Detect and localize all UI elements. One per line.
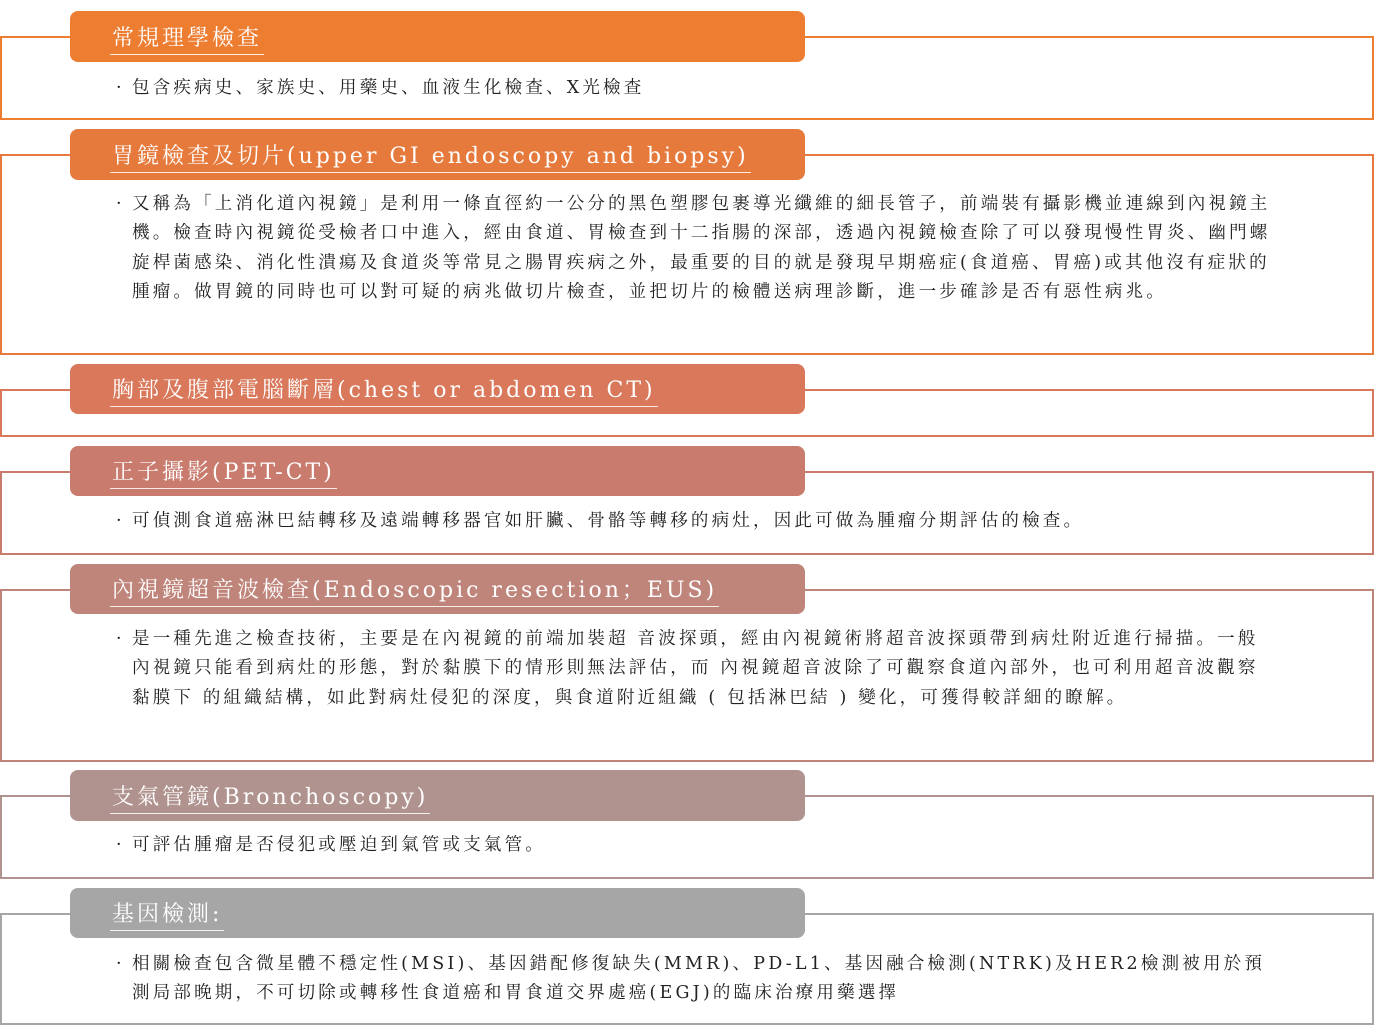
section-header [70, 364, 805, 414]
section-body [116, 831, 1276, 860]
section-header [70, 564, 805, 614]
section-body-text: 又稱為「上消化道內視鏡」是利用一條直徑約一公分的黑色塑膠包裹導光纖維的細長管子，前端裝有攝影機並連線到內視鏡主機。檢查時內視鏡從受檢者口中進入，經由食道、胃檢查到十二指腸的深部，透過內視鏡檢查除了可以發現慢性胃炎、幽門螺旋桿菌感染、消化性潰瘍及食道炎等常見之腸胃疾病之外，最重要的目的就是發現早期癌症(食道癌、胃癌)或其他沒有症狀的腫瘤。做胃鏡的同時也可以對可疑的病兆做切片檢查，並把切片的檢體送病理診斷，進一步確診是否有惡性病兆。 [132, 194, 1271, 302]
section-title: 胃鏡檢查及切片(upper GI endoscopy and biopsy) [110, 139, 751, 173]
bullet-icon: · [116, 511, 125, 531]
section-body-text: 可評估腫瘤是否侵犯或壓迫到氣管或支氣管。 [132, 835, 546, 855]
section-body [116, 507, 1296, 536]
section-header [70, 770, 805, 821]
section-title: 常規理學檢查 [110, 21, 264, 55]
bullet-icon: · [116, 78, 125, 98]
section-body-text: 可偵測食道癌淋巴結轉移及遠端轉移器官如肝臟、骨骼等轉移的病灶，因此可做為腫瘤分期評估的檢查。 [132, 511, 1085, 531]
section-header [70, 129, 805, 180]
section-body [116, 625, 1276, 713]
bullet-icon: · [116, 954, 125, 974]
section-header [70, 888, 805, 938]
section-header [70, 11, 805, 62]
section-title: 正子攝影(PET-CT) [110, 455, 337, 489]
section-body [116, 74, 1276, 103]
bullet-icon: · [116, 629, 125, 649]
section-body-text: 相關檢查包含微星體不穩定性(MSI)、基因錯配修復缺失(MMR)、PD-L1、基因融合檢測(NTRK)及HER2檢測被用於預測局部晚期，不可切除或轉移性食道癌和胃食道交界處癌(EGJ)的臨床治療用藥選擇 [132, 954, 1266, 1004]
section-title: 胸部及腹部電腦斷層(chest or abdomen CT) [110, 373, 658, 407]
section-header [70, 446, 805, 496]
bullet-icon: · [116, 835, 125, 855]
section-title: 內視鏡超音波檢查(Endoscopic resection；EUS) [110, 573, 719, 607]
section-title: 支氣管鏡(Bronchoscopy) [110, 780, 430, 814]
section-title: 基因檢測: [110, 897, 224, 931]
section-body-text: 是一種先進之檢查技術，主要是在內視鏡的前端加裝超 音波探頭，經由內視鏡術將超音波探頭帶到病灶附近進行掃描。一般內視鏡只能看到病灶的形態，對於黏膜下的情形則無法評估，而 內視鏡超音波除了可觀察食道內部外，也可利用超音波觀察黏膜下 的組織結構，如此對病灶侵犯的深度，與食道附近組織 ( 包括淋巴結 ) 變化，可獲得較詳細的瞭解。 [132, 629, 1259, 708]
section-body [116, 190, 1276, 307]
bullet-icon: · [116, 194, 125, 214]
section-body-text: 包含疾病史、家族史、用藥史、血液生化檢查、X光檢查 [132, 78, 645, 98]
section-body [116, 950, 1276, 1009]
